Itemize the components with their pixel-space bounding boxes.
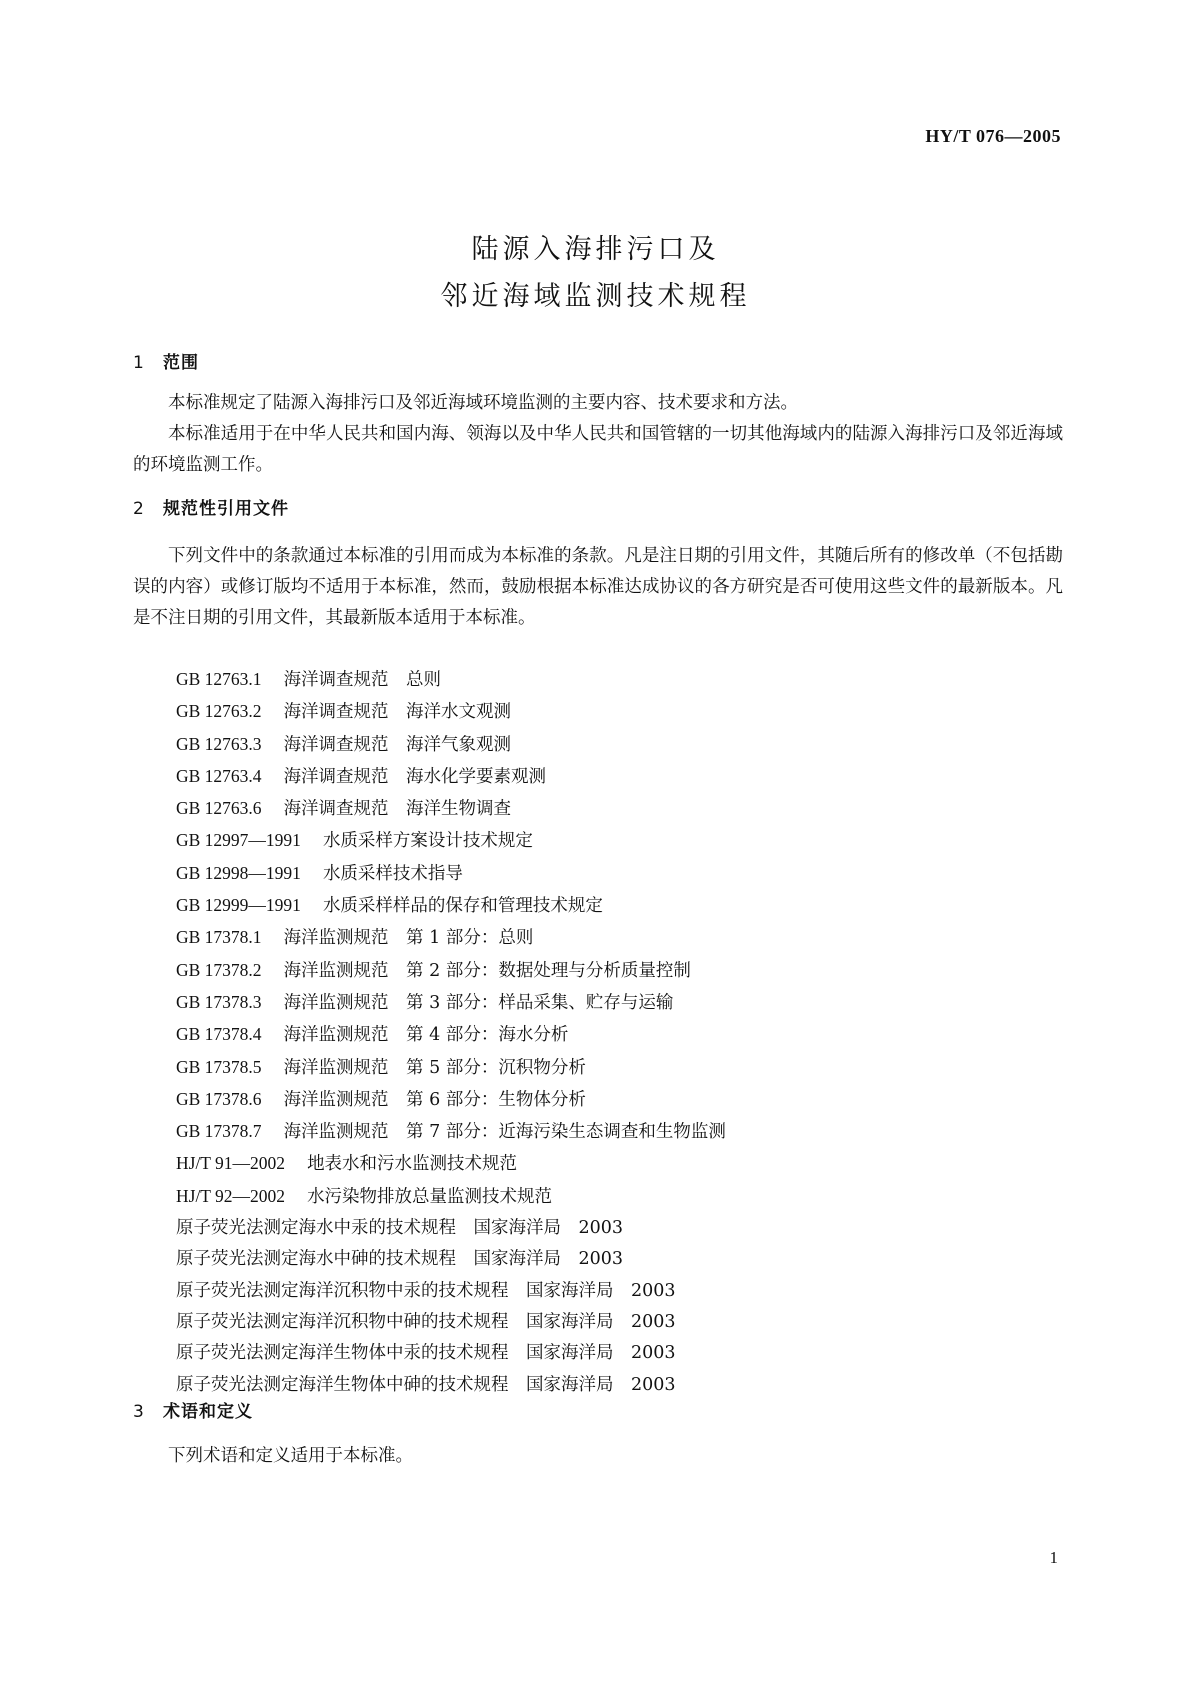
reference-title: 海洋调查规范 海洋气象观测: [283, 734, 512, 755]
reference-title: 海洋调查规范 海水化学要素观测: [283, 766, 547, 787]
section-title: 术语和定义: [163, 1402, 253, 1422]
reference-code: GB 17378.7: [176, 1121, 262, 1142]
reference-title: 原子荧光法测定海洋生物体中汞的技术规程 国家海洋局 2003: [176, 1343, 676, 1364]
reference-item: [176, 1019, 726, 1051]
paragraph: 本标准规定了陆源入海排污口及邻近海域环境监测的主要内容、技术要求和方法。: [168, 393, 798, 413]
reference-code: HJ/T 91—2002: [176, 1153, 286, 1174]
reference-title: 海洋监测规范 第 1 部分：总则: [283, 928, 534, 949]
reference-list: [176, 664, 726, 1401]
reference-code: GB 17378.6: [176, 1088, 262, 1109]
reference-item: [176, 890, 726, 922]
document-title: [0, 226, 1191, 320]
reference-title: 海洋监测规范 第 7 部分：近海污染生态调查和生物监测: [283, 1122, 726, 1143]
reference-code: GB 12763.6: [176, 798, 262, 819]
section-1-heading: [133, 348, 199, 373]
reference-item: [176, 729, 726, 761]
reference-item: [176, 1213, 726, 1244]
section-3-body: [133, 1441, 1063, 1472]
reference-item: [176, 825, 726, 857]
reference-item: [176, 1307, 726, 1338]
reference-item: [176, 955, 726, 987]
reference-title: 海洋监测规范 第 3 部分：样品采集、贮存与运输: [283, 992, 674, 1013]
reference-item: [176, 696, 726, 728]
section-1-body: [133, 388, 1063, 481]
reference-code: GB 17378.2: [176, 959, 262, 980]
reference-title: 水质采样技术指导: [322, 863, 463, 884]
reference-item: [176, 761, 726, 793]
reference-title: 水质采样方案设计技术规定: [322, 831, 533, 852]
reference-title: 海洋监测规范 第 5 部分：沉积物分析: [283, 1057, 586, 1078]
page-number: 1: [1049, 1548, 1058, 1567]
section-2-heading: [133, 494, 289, 519]
reference-title: 水质采样样品的保存和管理技术规定: [322, 896, 603, 917]
reference-item: [176, 1244, 726, 1275]
reference-code: GB 12763.3: [176, 733, 262, 754]
standard-code: HY/T 076—2005: [925, 126, 1061, 146]
reference-title: 原子荧光法测定海洋沉积物中砷的技术规程 国家海洋局 2003: [176, 1311, 676, 1332]
reference-code: GB 17378.4: [176, 1024, 262, 1045]
reference-title: 原子荧光法测定海水中砷的技术规程 国家海洋局 2003: [176, 1249, 624, 1270]
section-2-intro: [133, 541, 1063, 634]
reference-item: [176, 987, 726, 1019]
reference-code: GB 17378.1: [176, 927, 262, 948]
reference-title: 海洋监测规范 第 2 部分：数据处理与分析质量控制: [283, 960, 691, 981]
reference-title: 海洋监测规范 第 4 部分：海水分析: [283, 1025, 569, 1046]
reference-item: [176, 1148, 726, 1180]
reference-item: [176, 922, 726, 954]
reference-title: 海洋调查规范 海洋生物调查: [283, 799, 512, 820]
paragraph: 下列术语和定义适用于本标准。: [168, 1446, 413, 1466]
reference-code: HJ/T 92—2002: [176, 1185, 286, 1206]
reference-title: 原子荧光法测定海洋生物体中砷的技术规程 国家海洋局 2003: [176, 1374, 676, 1395]
reference-item: [176, 1338, 726, 1369]
reference-title: 原子荧光法测定海洋沉积物中汞的技术规程 国家海洋局 2003: [176, 1280, 676, 1301]
reference-item: [176, 1181, 726, 1213]
paragraph: 本标准适用于在中华人民共和国内海、领海以及中华人民共和国管辖的一切其他海域内的陆源入海排污口及邻近海域的环境监测工作。: [133, 424, 1063, 475]
reference-title: 海洋调查规范 海洋水文观测: [283, 702, 512, 723]
section-title: 范围: [163, 353, 199, 373]
section-number: 3: [133, 1402, 145, 1422]
reference-item: [176, 858, 726, 890]
section-number: 1: [133, 353, 145, 373]
reference-code: GB 17378.5: [176, 1056, 262, 1077]
reference-code: GB 12763.1: [176, 669, 262, 689]
reference-code: GB 12763.2: [176, 701, 262, 722]
reference-title: 水污染物排放总量监测技术规范: [307, 1186, 553, 1207]
section-title: 规范性引用文件: [163, 499, 289, 519]
reference-item: [176, 1084, 726, 1116]
reference-code: GB 12763.4: [176, 765, 262, 786]
reference-title: 地表水和污水监测技术规范: [307, 1154, 518, 1175]
reference-item: [176, 1052, 726, 1084]
section-number: 2: [133, 499, 145, 519]
reference-title: 原子荧光法测定海水中汞的技术规程 国家海洋局 2003: [176, 1218, 624, 1239]
reference-code: GB 12998—1991: [176, 862, 301, 883]
paragraph: 下列文件中的条款通过本标准的引用而成为本标准的条款。凡是注日期的引用文件，其随后所有的修改单（不包括勘误的内容）或修订版均不适用于本标准，然而，鼓励根据本标准达成协议的各方研究是否可使用这些文件的最新版本。凡是不注日期的引用文件，其最新版本适用于本标准。: [133, 546, 1063, 628]
reference-title: 海洋监测规范 第 6 部分：生物体分析: [283, 1089, 586, 1110]
reference-item: [176, 1276, 726, 1307]
reference-code: GB 12997—1991: [176, 830, 301, 851]
title-line-1: 陆源入海排污口及: [471, 234, 720, 265]
title-line-2: 邻近海域监测技术规程: [440, 281, 751, 312]
reference-code: GB 12999—1991: [176, 895, 301, 916]
reference-item: [176, 1370, 726, 1401]
section-3-heading: [133, 1397, 253, 1422]
reference-item: [176, 793, 726, 825]
reference-item: [176, 1116, 726, 1148]
reference-item: [176, 664, 726, 696]
reference-title: 海洋调查规范 总则: [283, 670, 442, 690]
reference-code: GB 17378.3: [176, 991, 262, 1012]
